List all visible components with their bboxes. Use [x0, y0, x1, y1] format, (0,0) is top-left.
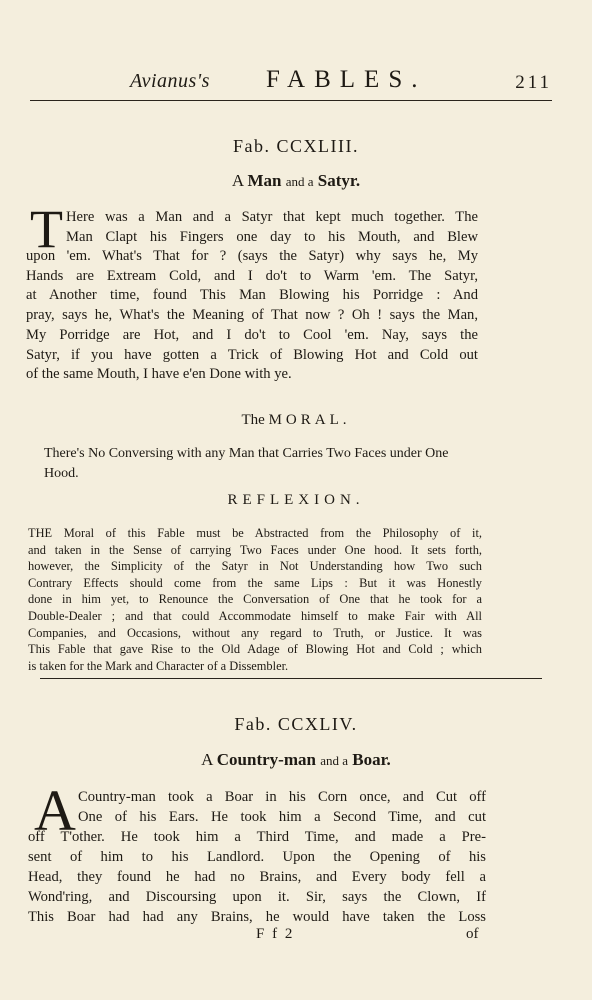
reflexion-text	[28, 525, 482, 674]
subtitle-boar: Boar.	[352, 750, 391, 769]
section-rule	[40, 678, 542, 679]
catchword: of	[466, 926, 479, 942]
subtitle-article: A	[231, 171, 244, 190]
fable-line: sent of him to his Landlord. Upon the Opening of his	[28, 849, 486, 865]
fable-text	[66, 208, 478, 247]
fable-number: Fab. CCXLIV.	[234, 714, 358, 734]
reflexion-line: This Fable that gave Rise to the Old Adage of Blowing Hot and Cold ; which	[28, 642, 482, 657]
signature-mark: F f 2	[256, 926, 295, 942]
reflexion-line: and taken in the Sense of carrying Two Faces under One hood. It sets forth,	[28, 542, 482, 557]
fable-number: Fab. CCXLIII.	[233, 136, 359, 156]
reflexion-line: Companies, and Occasions, without any regard to Truth, or Justice. It was	[28, 625, 482, 640]
fable-line: pray, says he, What's the Meaning of That now ? Oh ! says the Man,	[26, 307, 478, 324]
fable-text-cont	[28, 827, 486, 927]
moral-heading-word: MORAL.	[268, 412, 351, 428]
page-footer	[0, 926, 592, 948]
header-rule	[30, 100, 552, 101]
fable-line: Country-man took a Boar in his Corn once, and Cut off	[78, 789, 486, 805]
reflexion-line: THE Moral of this Fable must be Abstracted from the Philosophy of it,	[28, 526, 482, 540]
running-head	[36, 64, 556, 98]
reflexion-line: however, the Simplicity of the Satyr in Not Understanding how Two such	[28, 559, 482, 574]
fable-line: Head, they found he had no Brains, and Every body fell a	[28, 869, 486, 885]
fable-subtitle	[0, 171, 592, 191]
moral-heading-the: The	[241, 412, 265, 428]
reflexion-heading: REFLEXION.	[227, 492, 365, 508]
fable-line: off T'other. He took him a Third Time, and made a Pre-	[28, 829, 486, 845]
running-head-title: FABLES.	[266, 66, 427, 93]
reflexion-line: Contrary Effects should come from the same Lips : But it was Honestly	[28, 575, 482, 590]
page-number: 211	[515, 72, 552, 93]
subtitle-country-man: Country-man	[216, 750, 316, 769]
fable-text-cont	[26, 247, 478, 385]
subtitle-satyr: Satyr.	[317, 171, 361, 190]
moral-line: There's No Conversing with any Man that Carries Two Faces under One	[44, 446, 449, 461]
fable-line: This Boar had had any Brains, he would have taken the Loss	[28, 909, 486, 925]
moral-line: Hood.	[44, 466, 79, 481]
fable-subtitle	[0, 750, 592, 770]
drop-cap: T	[30, 199, 63, 259]
fable-line: at Another time, found This Man Blowing his Porridge : And	[26, 287, 478, 304]
fable-line: One of his Ears. He took him a Second Time, and cut	[78, 809, 486, 825]
drop-cap: A	[34, 778, 76, 843]
fable-line: Hands are Extream Cold, and I do't to Warm 'em. The Satyr,	[26, 267, 478, 284]
reflexion-line: Double-Dealer ; and that could Accommodate himself to make Fair with All	[28, 608, 482, 623]
reflexion-line: done in him yet, to Renounce the Conversation of One that he took for a	[28, 592, 482, 607]
subtitle-conj: and a	[285, 174, 314, 189]
moral-text	[44, 444, 480, 484]
fable-line: Satyr, if you have gotten a Trick of Blowing Hot and Cold out	[26, 346, 478, 363]
subtitle-conj: and a	[320, 753, 348, 768]
fable-line: My Porridge are Hot, and I do't to Cool 'em. Nay, says the	[26, 326, 478, 343]
fable-line: Wond'ring, and Discoursing upon it. Sir, says the Clown, If	[28, 889, 486, 905]
reflexion-line: is taken for the Mark and Character of a Dissembler.	[28, 658, 289, 673]
fable-line: Here was a Man and a Satyr that kept much together. The	[66, 209, 478, 225]
subtitle-man: Man	[247, 171, 282, 190]
fable-line: of the same Mouth, I have e'en Done with ye.	[26, 366, 292, 383]
running-head-author: Avianus's	[130, 70, 210, 92]
subtitle-article: A	[201, 750, 213, 769]
fable-text	[78, 787, 486, 827]
fable-line: Man Clapt his Fingers one day to his Mouth, and Blew	[66, 228, 478, 245]
moral-heading	[0, 412, 592, 429]
fable-line: upon 'em. What's That for ? (says the Satyr) why says he, My	[26, 248, 478, 264]
